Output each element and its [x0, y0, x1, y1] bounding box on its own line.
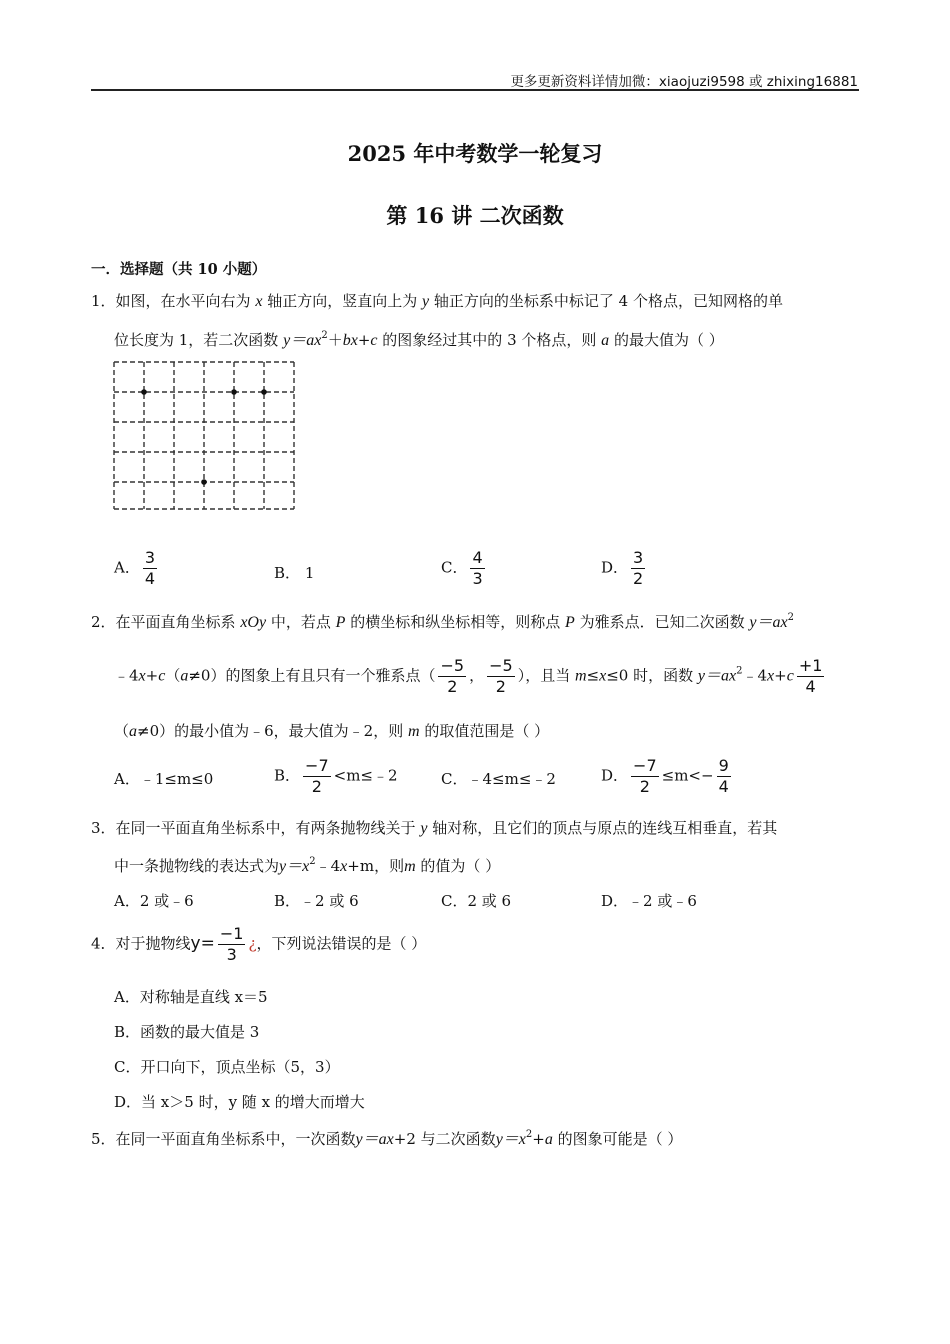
q1-option-c[interactable]: C． $\frac{4}{3}$ [441, 548, 483, 588]
q4-option-c[interactable]: C．开口向下，顶点坐标（5，3） [114, 1058, 340, 1076]
q2-line3: （a≠0）的最小值为﹣6，最大值为﹣2，则 m 的取值范围是（ ） [114, 722, 550, 740]
q2-option-a[interactable]: A．﹣1≤m≤0 [114, 770, 214, 788]
q3-option-a[interactable]: A．2 或﹣6 [114, 892, 194, 910]
q1-option-b[interactable]: B． 1 [274, 564, 315, 582]
q2-line1: 2．在平面直角坐标系 xOy 中，若点 P 的横坐标和纵坐标相等，则称点 P 为雅系点．已知二次函数 $y=ax^2$ [91, 612, 794, 631]
q4-option-d[interactable]: D．当 x＞5 时，y 随 x 的增大而增大 [114, 1093, 365, 1111]
q1-option-d[interactable]: D． $\frac{3}{2}$ [601, 548, 644, 588]
section-heading: 一．选择题（共 10 小题） [91, 261, 267, 278]
q2-line2: ﹣4x+c（a≠0）的图象上有且只有一个雅系点（ $\frac{-5}{2}$ ， $\frac{-5}{2}$ ），且当 m≤x≤0 时，函数 $y=ax^2﹣4x+c$ $\frac{+1}{4}$ [114, 656, 823, 696]
q2-option-b[interactable]: B． $\frac{-7}{2}$ <m≤﹣2 [274, 756, 398, 796]
q1-line2: 位长度为 1，若二次函数 $y=ax^2+bx+c$ 的图象经过其中的 3 个格点，则 a 的最大值为（ ） [114, 330, 724, 349]
q3-option-d[interactable]: D．﹣2 或﹣6 [601, 892, 697, 910]
q3-option-b[interactable]: B．﹣2 或 6 [274, 892, 359, 910]
q4-option-a[interactable]: A．对称轴是直线 x＝5 [114, 988, 268, 1006]
q2-option-d[interactable]: D． $\frac{-7}{2}$ ≤m<− $\frac{9}{4}$ [601, 756, 729, 796]
q2-option-c[interactable]: C．﹣4≤m≤﹣2 [441, 770, 556, 788]
q4-option-b[interactable]: B．函数的最大值是 3 [114, 1023, 260, 1041]
grid-point [141, 389, 147, 395]
grid-point [261, 389, 267, 395]
lesson-title: 第 16 讲 二次函数 [386, 203, 564, 228]
document-title: 2025 年中考数学一轮复习 [347, 141, 603, 166]
grid-figure [112, 360, 296, 512]
page-header: 更多更新资料详情加微：xiaojuzi9598 或 zhixing16881 [510, 74, 858, 90]
q3-line2: 中一条抛物线的表达式为$y=x^2﹣4x+m$，则m 的值为（ ） [114, 856, 501, 875]
q5-line1: 5．在同一平面直角坐标系中，一次函数y＝ax+2 与二次函数$y=x^2+a$ 的图象可能是（ ） [91, 1129, 683, 1148]
grid-point [231, 389, 237, 395]
grid-point [201, 479, 207, 485]
q1-line1: 1．如图，在水平向右为 x 轴正方向，竖直向上为 y 轴正方向的坐标系中标记了 4 个格点，已知网格的单 [91, 292, 783, 310]
header-rule [91, 89, 859, 91]
q4-line1: 4．对于抛物线y= $\frac{-1}{3}$ ¿，下列说法错误的是（ ） [91, 924, 427, 964]
q3-option-c[interactable]: C．2 或 6 [441, 892, 512, 910]
q1-option-a[interactable]: A． $\frac{3}{4}$ [114, 548, 156, 588]
q3-line1: 3．在同一平面直角坐标系中，有两条抛物线关于 y 轴对称，且它们的顶点与原点的连线互相垂直，若其 [91, 819, 778, 837]
